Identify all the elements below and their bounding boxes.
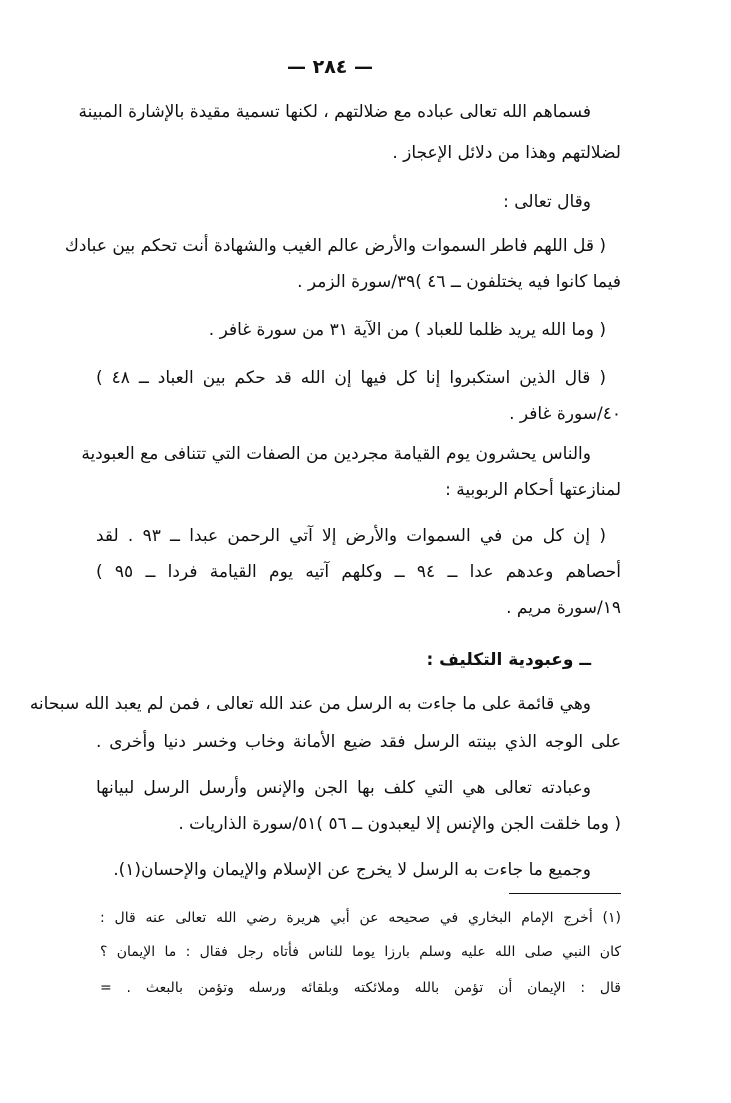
section-heading: ــ وعبودية التكليف : (426, 650, 591, 670)
footnote-divider (509, 893, 621, 894)
text-line-12: أحصاهم وعدهم عدا ــ ٩٤ ــ وكلهم آتيه يوم القيامة فردا ــ ٩٥ ) (96, 562, 621, 582)
text-line-9: والناس يحشرون يوم القيامة مجردين من الصفات التي تتنافى مع العبودية (81, 444, 591, 464)
page-number: — ٢٨٤ — (286, 56, 374, 78)
text-line-6: ( وما الله يريد ظلما للعباد ) من الآية ٣١ من سورة غافر . (208, 320, 606, 340)
text-line-3: وقال تعالى : (503, 192, 591, 212)
text-line-15: وهي قائمة على ما جاءت به الرسل من عند الله تعالى ، فمن لم يعبد الله سبحانه (29, 694, 591, 714)
text-line-7: ( قال الذين استكبروا إنا كل فيها إن الله قد حكم بين العباد ــ ٤٨ ) (96, 368, 606, 388)
text-line-13: ١٩/سورة مريم . (506, 598, 621, 618)
footnote-line-3: قال : الإيمان أن تؤمن بالله وملائكته وبلقائه ورسله وتؤمن بالبعث . = (100, 980, 621, 996)
text-line-16: على الوجه الذي بينته الرسل فقد ضيع الأمانة وخاب وخسر دنيا وأخرى . (96, 732, 621, 752)
text-line-4: ( قل اللهم فاطر السموات والأرض عالم الغيب والشهادة أنت تحكم بين عبادك (64, 236, 606, 256)
text-line-5: فيما كانوا فيه يختلفون ــ ٤٦ )٣٩/سورة الزمر . (297, 272, 621, 292)
text-line-2: لضلالتهم وهذا من دلائل الإعجاز . (392, 143, 621, 163)
text-line-8: ٤٠/سورة غافر . (509, 404, 621, 424)
text-line-1: فسماهم الله تعالى عباده مع ضلالتهم ، لكنها تسمية مقيدة بالإشارة المبينة (78, 102, 591, 122)
footnote-line-2: كان النبي صلى الله عليه وسلم بارزا يوما للناس فأتاه رجل فقال : ما الإيمان ؟ (100, 944, 621, 960)
text-line-11: ( إن كل من في السموات والأرض إلا آتي الرحمن عبدا ــ ٩٣ . لقد (96, 526, 606, 546)
text-line-17: وعبادته تعالى هي التي كلف بها الجن والإنس وأرسل الرسل لبيانها (96, 778, 591, 798)
footnote-line-1: (١) أخرج الإمام البخاري في صحيحه عن أبي هريرة رضي الله تعالى عنه قال : (100, 910, 621, 926)
text-line-19: وجميع ما جاءت به الرسل لا يخرج عن الإسلام والإيمان والإحسان(١). (113, 860, 591, 880)
text-line-10: لمنازعتها أحكام الربوبية : (445, 480, 621, 500)
text-line-18: ( وما خلقت الجن والإنس إلا ليعبدون ــ ٥٦ )٥١/سورة الذاريات . (178, 814, 621, 834)
